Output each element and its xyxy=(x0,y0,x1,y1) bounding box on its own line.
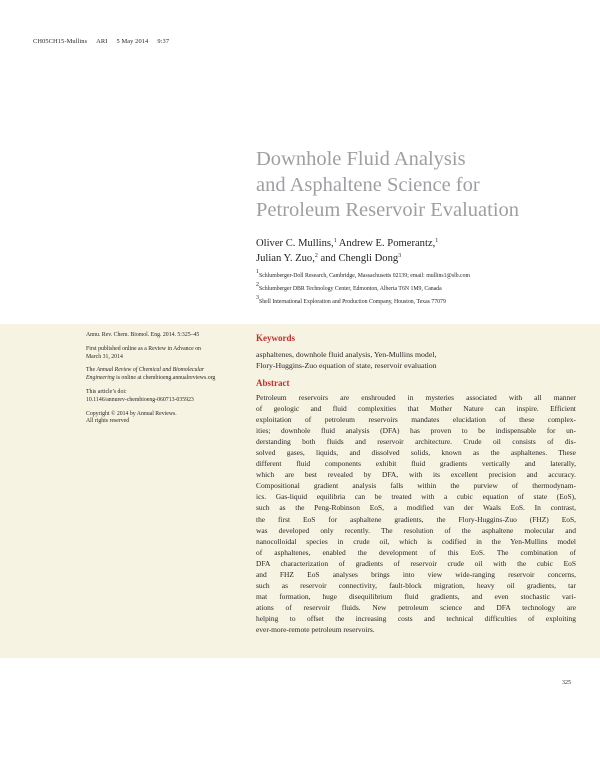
abstract-line: which are best revealed by DFA, with its excellent precision and accuracy. xyxy=(256,470,576,480)
keywords-line: Flory-Huggins-Zuo equation of state, reservoir evaluation xyxy=(256,361,437,370)
author-name: Julian Y. Zuo, xyxy=(256,252,315,264)
title-line: Petroleum Reservoir Evaluation xyxy=(256,199,520,221)
article-info-sidebar xyxy=(86,332,236,432)
page-number: 325 xyxy=(562,680,571,686)
abstract-line: ities; downhole fluid analysis (DFA) has proven to be indispensable for un- xyxy=(256,426,576,436)
copyright-text: Copyright © 2014 by Annual Reviews. xyxy=(86,410,177,417)
keywords-line: asphaltenes, downhole fluid analysis, Yen-Mullins model, xyxy=(256,350,437,359)
running-head xyxy=(33,38,178,45)
journal-note-text: The xyxy=(86,367,97,374)
abstract-line: solved gases, liquids, and dissolved solids, known as the asphaltenes. These xyxy=(256,448,576,458)
affiliation-text: Shell International Exploration and Production Company, Houston, Texas 77079 xyxy=(259,299,446,305)
affiliation-number: 2 xyxy=(256,282,259,288)
rights-text: All rights reserved xyxy=(86,418,130,425)
abstract-text xyxy=(256,392,576,635)
abstract-heading: Abstract xyxy=(256,378,290,388)
abstract-line: different fluid components exhibit fluid gradients vertically and laterally, xyxy=(256,459,576,469)
running-head-time: 9:37 xyxy=(157,38,170,45)
author-line xyxy=(256,237,576,252)
abstract-line: mat formation, huge disequilibrium fluid gradients, and even stochastic vari- xyxy=(256,591,576,601)
abstract-line: ever-more-remote petroleum reservoirs. xyxy=(256,624,375,634)
author-affil-mark: 1 xyxy=(435,238,439,244)
keywords-heading: Keywords xyxy=(256,333,295,343)
author-name: and Chengli Dong xyxy=(317,252,399,264)
affiliation-number: 1 xyxy=(256,269,259,275)
abstract-line: Petroleum reservoirs are enshrouded in mysteries associated with all manner xyxy=(256,393,576,402)
journal-note xyxy=(86,367,236,383)
copyright-block xyxy=(86,411,236,427)
abstract-line: such as reservoir connectivity, fault-block migration, heavy oil gradients, tar xyxy=(256,580,576,590)
running-head-date: 5 May 2014 xyxy=(116,38,149,45)
doi-block xyxy=(86,389,236,405)
author-name: Oliver C. Mullins, xyxy=(256,238,334,249)
affiliation xyxy=(256,270,586,283)
affiliation xyxy=(256,283,586,296)
publication-note-line: First published online as a Review in Advance on xyxy=(86,345,201,352)
running-head-code: CH05CH15-Mullins xyxy=(33,38,88,45)
journal-name: Annual Review of Chemical and Biomolecular xyxy=(96,367,205,374)
article-title xyxy=(256,147,586,224)
abstract-line: Compositional gradient analysis falls within the purview of thermodynam- xyxy=(256,481,576,491)
abstract-line: and FHZ EoS analyses brings into view wide-ranging reservoir concerns, xyxy=(256,569,576,579)
affiliation xyxy=(256,296,586,309)
author-affil-mark: 3 xyxy=(398,252,402,259)
journal-url[interactable]: is online at chembioeng.annualreviews.org xyxy=(114,375,216,382)
author-affil-mark: 2 xyxy=(314,252,318,259)
abstract-line: DFA characterization of gradients of reservoir crude oil with the cubic EoS xyxy=(256,558,576,568)
author-affil-mark: 1 xyxy=(333,238,337,244)
running-head-journal: ARI xyxy=(96,38,108,45)
abstract-line: of asphaltenes, enabled the development of this EoS. The combination of xyxy=(256,547,576,557)
abstract-line: nanocolloidal species in crude oil, which is codified in the Yen-Mullins model xyxy=(256,536,576,546)
author-list xyxy=(256,237,576,266)
title-line: and Asphaltene Science for xyxy=(256,173,480,196)
abstract-line: such as the Peng-Robinson EoS, a modified van der Waals EoS. In contrast, xyxy=(256,503,576,513)
publication-note-line: March 31, 2014 xyxy=(86,353,123,360)
abstract-line: exploitation of petroleum reservoirs mandates elucidation of these complex- xyxy=(256,415,576,425)
title-line: Downhole Fluid Analysis xyxy=(256,148,466,170)
doi-link[interactable]: 10.1146/annurev-chembioeng-060713-035923 xyxy=(86,396,194,403)
abstract-line: of geologic and fluid complexities that Mother Nature can inspire. Efficient xyxy=(256,404,576,414)
keywords xyxy=(256,349,576,371)
abstract-line: derstanding both fluids and reservoir architecture. Crude oil consists of dis- xyxy=(256,437,576,447)
abstract-line: ics. Gas-liquid equilibria can be treated with a cubic equation of state (EoS), xyxy=(256,492,576,502)
journal-name: Engineering xyxy=(86,375,115,382)
abstract-line: ations of reservoir fluids. New petroleum science and DFA technology are xyxy=(256,602,576,612)
affiliations xyxy=(256,270,586,309)
abstract-line: the first EoS for asphaltene gradients, the Flory-Huggins-Zuo (FHZ) EoS, xyxy=(256,514,576,524)
author-name: Andrew E. Pomerantz, xyxy=(336,238,436,249)
affiliation-text: Schlumberger DBR Technology Center, Edmonton, Alberta T6N 1M9, Canada xyxy=(259,286,442,292)
affiliation-number: 3 xyxy=(256,295,259,301)
abstract-line: helping to offset the increasing costs and technical difficulties of exploiting xyxy=(256,613,576,623)
abstract-line: was developed only recently. The resolution of the asphaltene molecular and xyxy=(256,525,576,535)
author-line xyxy=(256,252,576,267)
publication-note xyxy=(86,346,236,362)
affiliation-text: Schlumberger-Doll Research, Cambridge, Massachusetts 02139; email: mullins1@slb.com xyxy=(259,273,471,279)
doi-label: This article’s doi: xyxy=(86,388,127,395)
citation: Annu. Rev. Chem. Biomol. Eng. 2014. 5:325–45 xyxy=(86,332,200,338)
